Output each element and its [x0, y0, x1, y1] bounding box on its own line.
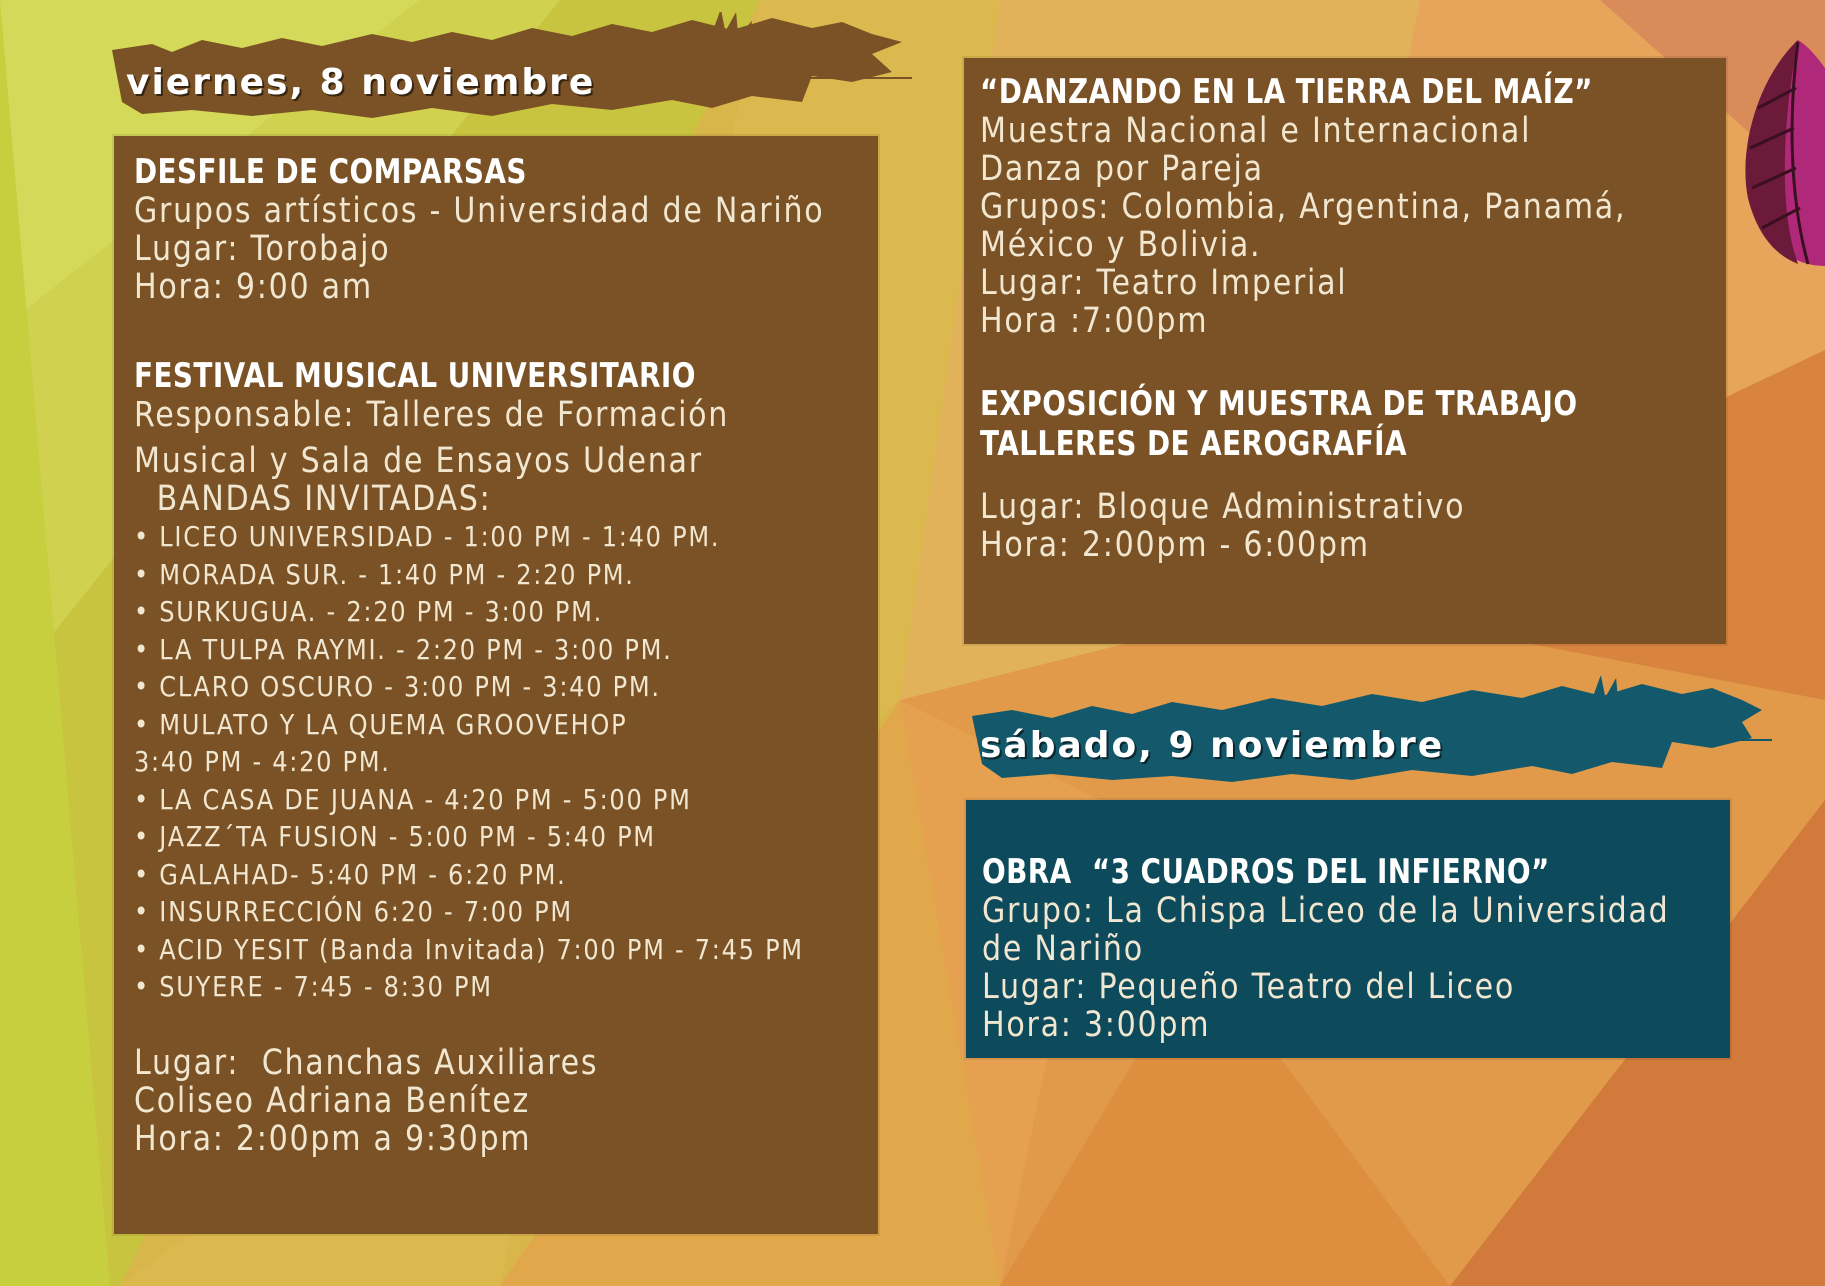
saturday-heading: sábado, 9 noviembre [980, 725, 1445, 766]
event-line: Responsable: Talleres de Formación [134, 395, 730, 435]
band-item: • JAZZ´TA FUSION - 5:00 PM - 5:40 PM [134, 820, 656, 853]
event-line: Grupos: Colombia, Argentina, Panamá, [980, 187, 1627, 227]
event-line: Lugar: Teatro Imperial [980, 263, 1348, 303]
event-line: Lugar: Bloque Administrativo [980, 487, 1466, 527]
event-line: Lugar: Chanchas Auxiliares [134, 1042, 599, 1083]
event-line: de Nariño [982, 929, 1144, 969]
band-item: • INSURRECCIÓN 6:20 - 7:00 PM [134, 895, 573, 928]
friday-left-panel [114, 136, 878, 1234]
band-item: • MORADA SUR. - 1:40 PM - 2:20 PM. [134, 557, 635, 591]
event-line: Lugar: Torobajo [134, 229, 391, 269]
event-line: Grupo: La Chispa Liceo de la Universidad [982, 891, 1670, 931]
event-line: Hora: 9:00 am [134, 267, 373, 307]
band-item: • MULATO Y LA QUEMA GROOVEHOP [134, 707, 628, 741]
band-item: • SURKUGUA. - 2:20 PM - 3:00 PM. [134, 595, 604, 628]
event-line: Muestra Nacional e Internacional [980, 111, 1532, 151]
event-line: Hora: 2:00pm - 6:00pm [980, 525, 1370, 565]
band-list [134, 518, 858, 1006]
event-title-danzando: “DANZANDO EN LA TIERRA DEL MAÍZ” [980, 72, 1593, 112]
leaf-icon [1738, 38, 1825, 268]
band-item: • LA CASA DE JUANA - 4:20 PM - 5:00 PM [134, 782, 692, 816]
event-title-exposicion: EXPOSICIÓN Y MUESTRA DE TRABAJO [980, 384, 1578, 424]
event-line: Hora :7:00pm [980, 301, 1209, 341]
friday-right-panel [964, 58, 1726, 644]
event-line: Musical y Sala de Ensayos Udenar [134, 441, 703, 481]
event-title-obra: OBRA “3 CUADROS DEL INFIERNO” [982, 852, 1550, 892]
band-item: • ACID YESIT (Banda Invitada) 7:00 PM - 7:45 PM [134, 932, 804, 966]
event-title-exposicion-line2: TALLERES DE AEROGRAFÍA [980, 424, 1407, 464]
event-title-festival: FESTIVAL MUSICAL UNIVERSITARIO [134, 356, 696, 396]
event-title-desfile: DESFILE DE COMPARSAS [134, 152, 527, 192]
event-line: Lugar: Pequeño Teatro del Liceo [982, 967, 1516, 1007]
event-line: Coliseo Adriana Benítez [134, 1080, 531, 1121]
event-line: BANDAS INVITADAS: [134, 479, 492, 519]
band-item: 3:40 PM - 4:20 PM. [134, 745, 391, 778]
event-line: Hora: 3:00pm [982, 1005, 1211, 1045]
band-item: • LA TULPA RAYMI. - 2:20 PM - 3:00 PM. [134, 632, 673, 666]
friday-heading: viernes, 8 noviembre [126, 62, 596, 103]
band-item: • SUYERE - 7:45 - 8:30 PM [134, 970, 493, 1003]
band-item: • CLARO OSCURO - 3:00 PM - 3:40 PM. [134, 670, 661, 703]
band-item: • LICEO UNIVERSIDAD - 1:00 PM - 1:40 PM. [134, 520, 721, 553]
saturday-panel [966, 800, 1730, 1058]
event-line: Danza por Pareja [980, 149, 1264, 189]
event-line: Grupos artísticos - Universidad de Nariño [134, 191, 825, 231]
event-line: México y Bolivia. [980, 225, 1262, 265]
band-item: • GALAHAD- 5:40 PM - 6:20 PM. [134, 857, 567, 891]
event-line: Hora: 2:00pm a 9:30pm [134, 1118, 532, 1159]
